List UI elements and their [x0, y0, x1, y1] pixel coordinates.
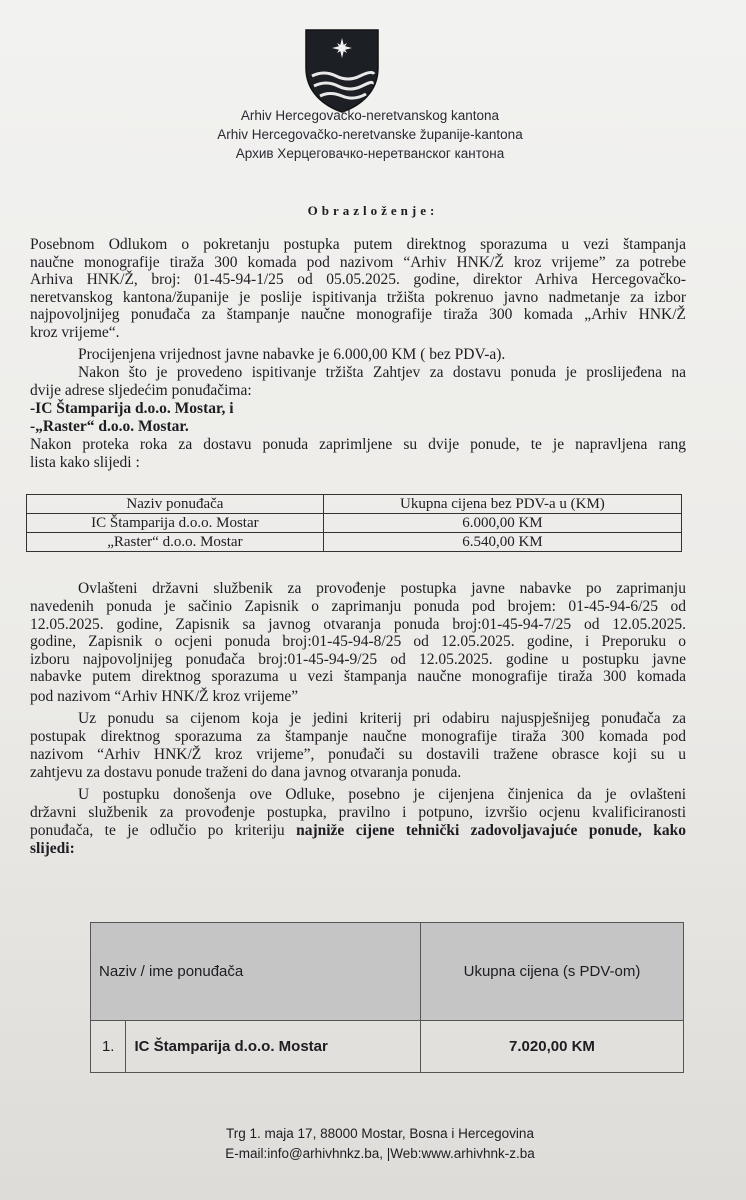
paragraph-bold-text: najniže cijene tehnički zadovoljavajuće ponude, kako — [296, 822, 686, 839]
paragraph-6-end: zahtjevu za dostavu ponude traženi do dana javnog otvaranja ponuda. — [30, 764, 462, 781]
paragraph-4-line-1: Nakon proteka roka za dostavu ponuda zaprimljene su dvije ponude, te je napravljena rang — [30, 436, 686, 453]
bidder-2: -„Raster“ d.o.o. Mostar. — [30, 418, 189, 435]
paragraph-4-line-2: lista kako slijedi : — [30, 454, 140, 471]
bidder-1: -IC Štamparija d.o.o. Mostar, i — [30, 400, 234, 417]
header-line-2: Arhiv Hercegovačko-neretvanske županije-kantona — [217, 127, 523, 142]
paragraph-line: godine, Zapisnik o ocjeni ponuda broj:01-45-94-8/25 od 12.05.2025. godine, i Preporuku o — [30, 633, 686, 650]
decision-table — [90, 922, 684, 1073]
paragraph-1 — [30, 236, 686, 324]
table-header-row — [27, 495, 682, 514]
paragraph-line: postupak direktnog sporazuma za štampanje naučne monografije tiraža 300 komada pod — [30, 728, 686, 745]
institution-header — [150, 106, 590, 163]
table-row — [27, 533, 682, 552]
paragraph-5-end: pod nazivom “Arhiv HNK/Ž kroz vrijeme” — [30, 688, 299, 705]
table-cell-number: 1. — [91, 1021, 126, 1073]
paragraph-line: nabavke putem direktnog sporazuma u vezi štampanja naučne monografije tiraža 300 komada — [30, 668, 686, 685]
table-row — [27, 514, 682, 533]
paragraph-3-line-1: Nakon što je provedeno ispitivanje tržišta Zahtjev za dostavu ponuda je proslijeđena na — [78, 364, 686, 381]
paragraph-1-end: kroz vrijeme“. — [30, 324, 120, 341]
paragraph-7-end: slijedi: — [30, 840, 75, 857]
table-row — [91, 1021, 684, 1073]
paragraph-7-line-3 — [30, 822, 686, 840]
paragraph-line: nazivom “Arhiv HNK/Ž kroz vrijeme”, ponuđači su dostavili tražene obrasce koji su u — [30, 745, 686, 763]
document-title: Obrazloženje: — [307, 203, 439, 218]
paragraph-2: Procijenjena vrijednost javne nabavke je 6.000,00 KM ( bez PDV-a). — [78, 346, 506, 363]
paragraph-5 — [30, 598, 686, 686]
paragraph-line: najpovoljnijeg ponuđača za štampanje naučne monografije tiraža 300 komada „Arhiv HNK/Ž — [30, 306, 686, 323]
table-header-row — [91, 923, 684, 1021]
paragraph-line: naučne monografije tiraža 300 komada pod nazivom “Arhiv HNK/Ž kroz vrijeme” za potrebe — [30, 253, 686, 271]
footer-contact: E-mail:info@arhivhnkz.ba, |Web:www.arhivhnk-z.ba — [225, 1146, 535, 1161]
paragraph-6-line-1: Uz ponudu sa cijenom koja je jedini kriterij pri odabiru najuspješnijeg ponuđača za — [78, 710, 686, 727]
table-cell: 6.540,00 KM — [323, 533, 681, 552]
header-line-3: Архив Херцеговачко-неретванског кантона — [235, 146, 505, 161]
table-cell: 6.000,00 KM — [323, 514, 681, 533]
paragraph-7-line-2: državni službenik za provođenje postupka, pravilno i potpuno, izvršio ocjenu kvalificiranosti — [30, 804, 686, 821]
paragraph-text: ponuđača, te je odlučio po kriteriju — [30, 822, 297, 839]
paragraph-line: 12.05.2025. godine, Zapisnik sa javnog otvaranja ponuda broj:01-45-94-7/25 od 12.05.2025. — [30, 615, 686, 633]
footer — [170, 1124, 590, 1164]
coat-of-arms-logo — [304, 28, 380, 114]
footer-address: Trg 1. maja 17, 88000 Mostar, Bosna i Hercegovina — [226, 1126, 534, 1141]
table-cell-name: IC Štamparija d.o.o. Mostar — [126, 1021, 421, 1073]
paragraph-5-line-1: Ovlašteni državni službenik za provođenje postupka javne nabavke po zaprimanju — [78, 580, 686, 597]
table-cell: „Raster“ d.o.o. Mostar — [27, 533, 324, 552]
paragraph-line: Arhiva HNK/Ž, broj: 01-45-94-1/25 od 05.05.2025. godine, direktor Arhiva Hercegovačko- — [30, 271, 686, 288]
table-header-cell: Naziv / ime ponuđača — [91, 923, 421, 1021]
table-header-cell: Naziv ponuđača — [27, 495, 324, 514]
paragraph-line: izboru najpovoljnijeg ponuđača broj:01-45-94-9/25 od 12.05.2025. godine u postupku javne — [30, 650, 686, 668]
paragraph-3-line-2: dvije adrese sljedećim ponuđačima: — [30, 382, 252, 399]
table-cell: IC Štamparija d.o.o. Mostar — [27, 514, 324, 533]
table-cell-price: 7.020,00 KM — [421, 1021, 684, 1073]
header-line-1: Arhiv Hercegovačko-neretvanskog kantona — [240, 108, 500, 123]
table-header-cell: Ukupna cijena bez PDV-a u (KM) — [323, 495, 681, 514]
table-header-cell: Ukupna cijena (s PDV-om) — [421, 923, 684, 1021]
ranking-table — [26, 494, 682, 552]
paragraph-line: neretvanskog kantona/županije je poslije ispitivanja tržišta pokrenuo javno nadmetanje za izbor — [30, 288, 686, 306]
paragraph-line: navedenih ponuda je sačinio Zapisnik o zaprimanju ponuda pod brojem: 01-45-94-6/25 od — [30, 598, 686, 615]
paragraph-line: Posebnom Odlukom o pokretanju postupka putem direktnog sporazuma u vezi štampanja — [30, 236, 686, 253]
paragraph-7-line-1: U postupku donošenja ove Odluke, posebno je cijenjena činjenica da je ovlašteni — [78, 786, 686, 803]
paragraph-6 — [30, 728, 686, 763]
